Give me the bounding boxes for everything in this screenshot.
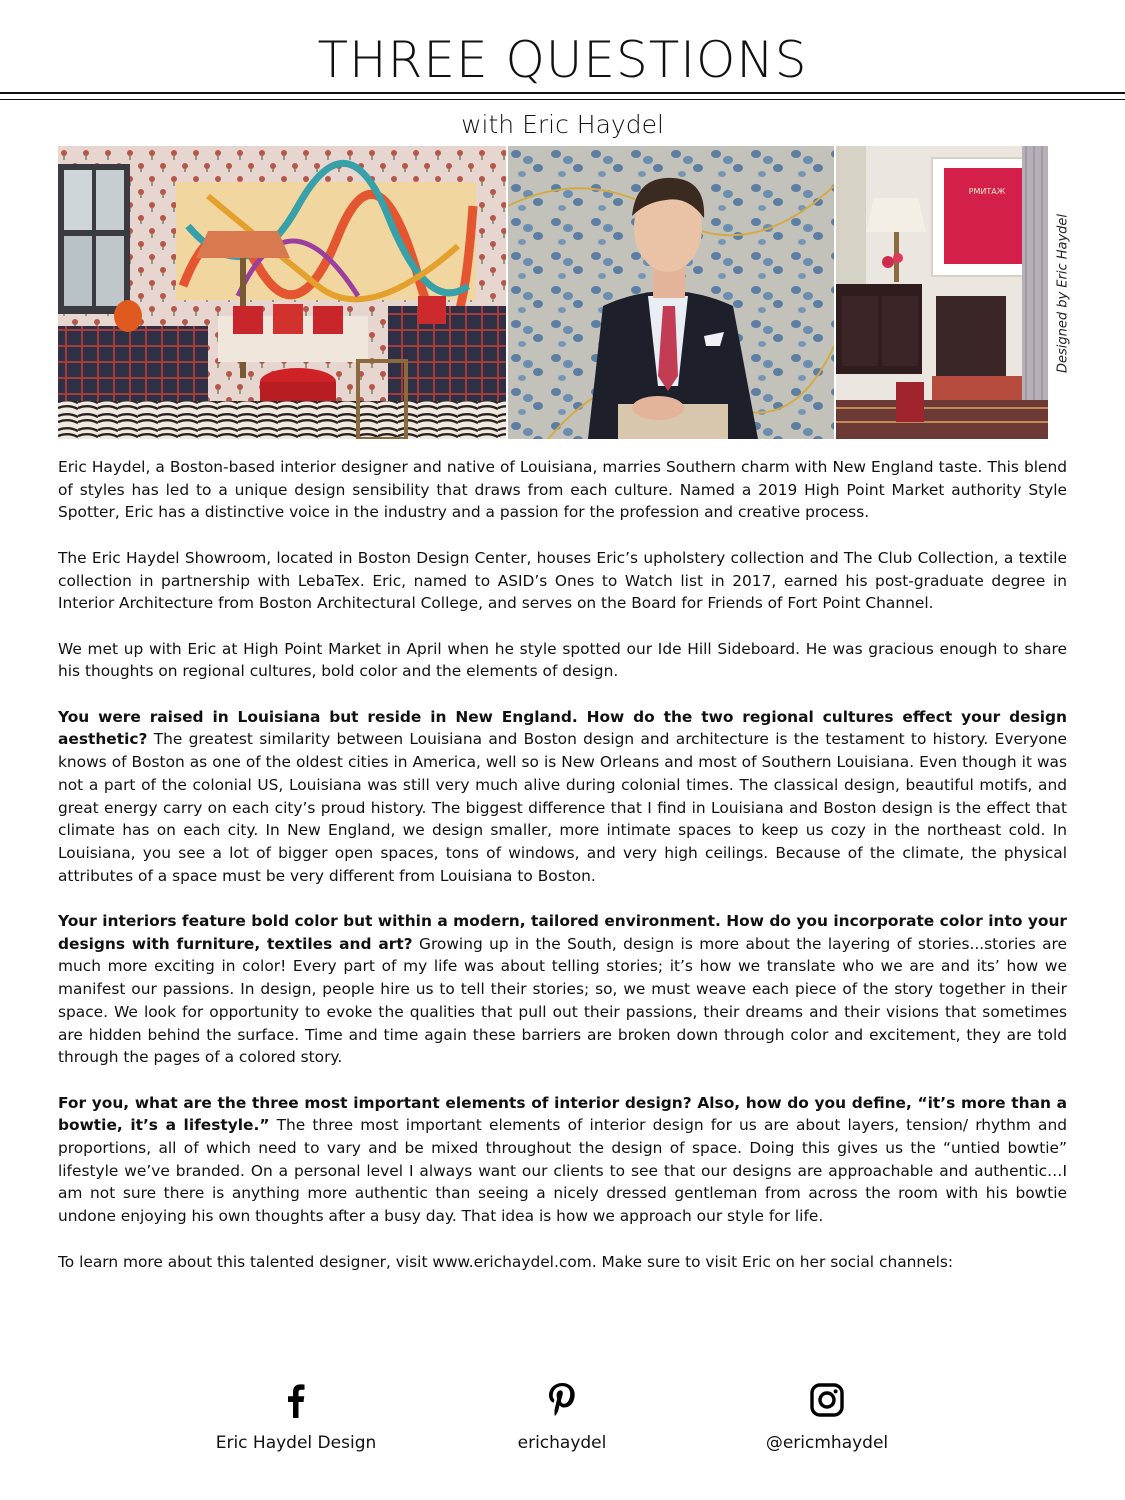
title-rule-bottom [0,99,1125,100]
instagram-icon [807,1380,847,1420]
answer-1: The greatest similarity between Louisiana and Boston design and architecture is the testament to history. Everyone knows of Boston as one of the oldest cities in America, well so is New Orleans and most of Southern Louisiana. Even though it was not a part of the colonial US, Louisiana was still very much alive during colonial times. The classical design, beautiful motifs, and great energy carry on each city’s proud history. The biggest difference that I find in Louisiana and Boston design is the effect that climate has on each city. In New England, we design smaller, more intimate spaces to keep us cozy in the northeast cold. In Louisiana, you see a lot of bigger open spaces, tons of windows, and very high ceilings. Because of the climate, the physical attributes of a space must be very different from Louisiana to Boston. [58,730,1067,885]
pinterest-label: erichaydel [517,1433,607,1453]
photo-credit [1050,146,1076,439]
instagram-label: @ericmhaydel [765,1433,889,1453]
question-1: You were raised in Louisiana but reside in New England. How do the two regional cultures effect your design aesthetic? [58,707,1067,749]
title-rule-top [0,92,1125,94]
social-pinterest[interactable] [432,1380,692,1454]
photo-strip [58,146,1048,439]
dining-room-photo [836,146,1048,439]
question-2: Your interiors feature bold color but within a modern, tailored environment. How do you incorporate color into your designs with furniture, textiles and art? [58,912,1067,953]
meeting-paragraph: We met up with Eric at High Point Market in April when he style spotted our Ide Hill Sideboard. He was gracious enough to share his thoughts on regional cultures, bold color and the elements of design. [58,639,1067,681]
designer-portrait-photo [508,146,834,439]
qa-block-1 [58,706,1067,888]
living-room-photo [58,146,506,439]
qa-block-3 [58,1092,1067,1228]
social-instagram[interactable] [697,1380,957,1454]
article-body [58,456,1067,1296]
social-links [0,1380,1125,1470]
page-title: THREE QUESTIONS [317,31,808,89]
photo-credit-text: Designed by Eric Haydel [1055,213,1071,374]
answer-2: Growing up in the South, design is more about the layering of stories...stories are much more exciting in color! Every part of my life was about telling stories; it’s how we translate who we are and its’ how we manifest our passions. In design, people hire us to tell their stories; so, we must weave each piece of the story together in their space. We look for opportunity to evoke the qualities that pull out their passions, their dreams and their visions that sometimes are hidden behind the surface. Time and time again these barriers are broken down through color and excitement, they are told through the pages of a colored story. [58,934,1068,1067]
pinterest-icon [542,1380,582,1420]
page-subtitle: with Eric Haydel [461,110,664,139]
qa-block-2 [58,910,1067,1069]
question-3: For you, what are the three most important elements of interior design? Also, how do you define, “it’s more than a bowtie, it’s a lifestyle.” [58,1093,1067,1135]
intro-paragraph: Eric Haydel, a Boston-based interior designer and native of Louisiana, marries Southern charm with New England taste. This blend of styles has led to a unique design sensibility that draws from each culture. Named a 2019 High Point Market authority Style Spotter, Eric has a distinctive voice in the industry and a passion for the profession and creative process. [58,458,1067,522]
poster-text: РМИТАЖ [968,187,1006,196]
facebook-label: Eric Haydel Design [215,1433,377,1453]
showroom-paragraph: The Eric Haydel Showroom, located in Boston Design Center, houses Eric’s upholstery collection and The Club Collection, a textile collection in partnership with LebaTex. Eric, named to ASID’s Ones to Watch list in 2017, earned his post-graduate degree in Interior Architecture from Boston Architectural College, and serves on the Board for Friends of Fort Point Channel. [58,548,1067,613]
facebook-icon [276,1380,316,1420]
social-facebook[interactable] [166,1380,426,1454]
answer-3: The three most important elements of interior design for us are about layers, tension/ rhythm and proportions, all of which need to vary and be mixed throughout the design of space. Doing this gives us the “untied bowtie” lifestyle we’ve branded. On a personal level I always want our clients to see that our designs are approachable and authentic…I am not sure there is anything more authentic than seeing a nicely dressed gentleman from across the room with his bowtie undone enjoying his own thoughts after a busy day. That idea is how we approach our style for life. [58,1116,1067,1226]
closing-paragraph: To learn more about this talented designer, visit www.erichaydel.com. Make sure to visit Eric on her social channels: [58,1252,954,1271]
